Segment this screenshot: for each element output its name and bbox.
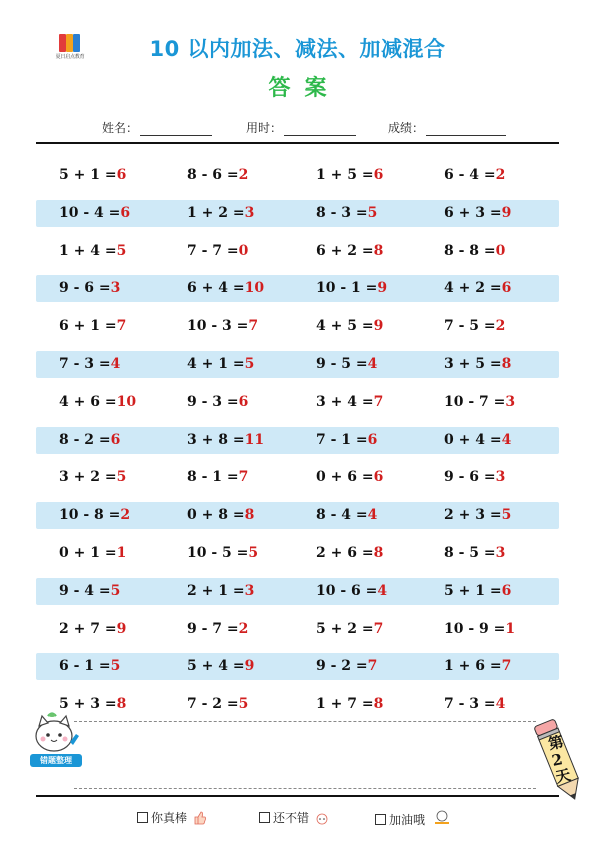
problem-cell [444, 544, 505, 562]
problem-cell [187, 317, 258, 335]
answer-text: 7 [116, 318, 127, 335]
problem-cell [59, 393, 136, 411]
problem-cell [444, 506, 511, 524]
problem-row [36, 162, 559, 189]
question-text: 6 + 4 = [187, 280, 245, 297]
problem-cell [316, 204, 377, 222]
answer-text: 8 [501, 355, 512, 372]
problem-cell [316, 431, 377, 449]
problem-cell [316, 166, 383, 184]
answer-text: 2 [120, 507, 131, 524]
problem-cell [59, 468, 126, 486]
answer-text: 6 [110, 431, 121, 448]
problem-row [36, 275, 559, 302]
question-text: 7 - 2 = [187, 696, 239, 713]
problem-cell [187, 506, 254, 524]
problem-cell [187, 657, 254, 675]
question-text: 3 + 4 = [316, 393, 374, 410]
checkbox[interactable] [137, 812, 148, 823]
problem-cell [59, 242, 126, 260]
answer-text: 7 [501, 658, 512, 675]
answer-text: 8 [116, 696, 127, 713]
question-text: 9 - 7 = [187, 620, 239, 637]
problem-row [36, 616, 559, 643]
problem-row [36, 313, 559, 340]
question-text: 7 - 5 = [444, 318, 496, 335]
problem-row [36, 427, 559, 454]
problem-row [36, 464, 559, 491]
question-text: 4 + 2 = [444, 280, 502, 297]
question-text: 9 - 4 = [59, 582, 111, 599]
problem-cell [59, 317, 126, 335]
problem-cell [59, 279, 120, 297]
question-text: 9 - 5 = [316, 355, 368, 372]
problem-cell [187, 166, 248, 184]
problem-cell [444, 279, 511, 297]
rating-option-1[interactable] [137, 809, 207, 826]
cheer-icon [431, 809, 453, 827]
question-text: 5 + 1 = [59, 167, 117, 183]
question-text: 8 - 1 = [187, 469, 239, 486]
problem-cell [187, 468, 248, 486]
time-blank[interactable] [284, 123, 356, 136]
answer-text: 5 [110, 658, 121, 675]
problem-cell [187, 620, 248, 638]
question-text: 9 - 6 = [59, 280, 111, 297]
answer-text: 8 [373, 242, 384, 259]
answer-text: 5 [367, 204, 378, 221]
name-label: 姓名： [102, 121, 139, 135]
answer-text: 4 [110, 355, 121, 372]
problem-cell [187, 355, 254, 373]
mistakes-area[interactable] [74, 721, 536, 789]
problem-cell [187, 393, 248, 411]
answer-text: 5 [116, 242, 127, 259]
answer-text: 5 [248, 544, 259, 561]
problem-row [36, 351, 559, 378]
question-text: 0 + 1 = [59, 544, 117, 561]
score-field[interactable] [388, 119, 506, 136]
question-text: 10 - 3 = [187, 318, 249, 335]
question-text: 3 + 2 = [59, 469, 117, 486]
problem-cell [59, 657, 120, 675]
question-text: 9 - 6 = [444, 469, 496, 486]
answer-text: 4 [367, 355, 378, 372]
problem-cell [444, 431, 511, 449]
answer-text: 3 [244, 582, 255, 599]
question-text: 1 + 5 = [316, 167, 374, 183]
answer-text: 3 [495, 469, 506, 486]
answer-text: 0 [495, 242, 506, 259]
problem-cell [316, 657, 377, 675]
problem-row [36, 540, 559, 567]
answer-text: 3 [244, 204, 255, 221]
question-text: 8 - 3 = [316, 204, 368, 221]
answer-text: 5 [110, 582, 121, 599]
problem-cell [444, 468, 505, 486]
question-text: 5 + 3 = [59, 696, 117, 713]
problem-cell [187, 242, 248, 260]
question-text: 8 - 6 = [187, 167, 239, 183]
answer-text: 8 [244, 507, 255, 524]
checkbox[interactable] [375, 814, 386, 825]
answer-text: 1 [116, 544, 127, 561]
answer-text: 2 [238, 167, 249, 183]
problem-cell [187, 544, 258, 562]
question-text: 7 - 3 = [59, 355, 111, 372]
question-text: 10 - 7 = [444, 393, 506, 410]
answer-text: 6 [116, 167, 127, 183]
question-text: 2 + 3 = [444, 507, 502, 524]
question-text: 10 - 9 = [444, 620, 506, 637]
question-text: 6 + 1 = [59, 318, 117, 335]
question-text: 6 - 1 = [59, 658, 111, 675]
question-text: 5 + 4 = [187, 658, 245, 675]
answer-text: 9 [377, 280, 388, 297]
top-divider [36, 142, 559, 144]
problem-row [36, 578, 559, 605]
problem-cell [187, 431, 264, 449]
problem-cell [316, 468, 383, 486]
question-text: 10 - 8 = [59, 507, 121, 524]
problem-cell [316, 695, 383, 713]
answer-text: 5 [501, 507, 512, 524]
question-text: 4 + 5 = [316, 318, 374, 335]
answer-text: 7 [373, 393, 384, 410]
rating-label-2: 还不错 [273, 811, 310, 825]
problem-cell [187, 204, 254, 222]
answer-text: 3 [110, 280, 121, 297]
problem-cell [444, 242, 505, 260]
answer-text: 7 [367, 658, 378, 675]
name-field[interactable] [102, 119, 212, 136]
score-blank[interactable] [426, 123, 506, 136]
question-text: 2 + 6 = [316, 544, 374, 561]
question-text: 1 + 6 = [444, 658, 502, 675]
answer-text: 1 [505, 620, 516, 637]
question-text: 3 + 5 = [444, 355, 502, 372]
problem-cell [59, 431, 120, 449]
answer-text: 2 [495, 167, 506, 183]
answer-text: 11 [244, 431, 265, 448]
answer-text: 0 [238, 242, 249, 259]
answer-text: 7 [238, 469, 249, 486]
answer-text: 6 [373, 469, 384, 486]
answer-text: 6 [120, 204, 131, 221]
answer-text: 6 [238, 393, 249, 410]
answer-text: 5 [238, 696, 249, 713]
answer-text: 8 [373, 544, 384, 561]
answer-text: 7 [373, 620, 384, 637]
problem-cell [316, 582, 387, 600]
question-text: 10 - 5 = [187, 544, 249, 561]
answer-text: 10 [244, 280, 265, 297]
answer-text: 9 [244, 658, 255, 675]
problem-cell [59, 582, 120, 600]
question-text: 8 - 4 = [316, 507, 368, 524]
answer-text: 9 [501, 204, 512, 221]
answer-text: 9 [116, 620, 127, 637]
problem-row [36, 653, 559, 680]
answer-text: 6 [501, 280, 512, 297]
question-text: 0 + 6 = [316, 469, 374, 486]
answer-text: 2 [495, 318, 506, 335]
question-text: 0 + 4 = [444, 431, 502, 448]
problem-cell [187, 582, 254, 600]
answer-text: 10 [116, 393, 137, 410]
problem-cell [187, 695, 248, 713]
problem-row [36, 238, 559, 265]
problem-cell [444, 657, 511, 675]
question-text: 5 + 2 = [316, 620, 374, 637]
answer-text: 9 [373, 318, 384, 335]
question-text: 10 - 4 = [59, 204, 121, 221]
name-blank[interactable] [140, 123, 212, 136]
problem-cell [59, 166, 126, 184]
answer-text: 4 [495, 696, 506, 713]
question-text: 2 + 7 = [59, 620, 117, 637]
answer-text: 6 [501, 582, 512, 599]
question-text: 6 + 2 = [316, 242, 374, 259]
problem-cell [444, 620, 515, 638]
question-text: 1 + 7 = [316, 696, 374, 713]
problem-grid [36, 162, 559, 729]
answer-text: 4 [377, 582, 388, 599]
logo-caption: 夏日启点教育 [55, 54, 85, 60]
question-text: 8 - 5 = [444, 544, 496, 561]
problem-cell [444, 695, 505, 713]
bottom-divider [36, 795, 559, 797]
question-text: 7 - 7 = [187, 242, 239, 259]
question-text: 2 + 1 = [187, 582, 245, 599]
answer-text: 7 [248, 318, 259, 335]
rating-option-2[interactable] [259, 809, 329, 826]
question-text: 10 - 1 = [316, 280, 378, 297]
problem-cell [444, 204, 511, 222]
page-subtitle: 答案 [268, 76, 341, 101]
problem-cell [59, 620, 126, 638]
day-badge-text: 第2天 [546, 732, 573, 787]
time-label: 用时： [246, 121, 283, 135]
thumbs-up-icon [193, 811, 207, 825]
answer-text: 6 [373, 167, 384, 183]
answer-text: 3 [505, 393, 516, 410]
question-text: 4 + 1 = [187, 355, 245, 372]
problem-cell [59, 355, 120, 373]
problem-cell [316, 279, 387, 297]
time-field[interactable] [246, 119, 356, 136]
problem-row [36, 691, 559, 718]
question-text: 7 - 3 = [444, 696, 496, 713]
problem-row [36, 200, 559, 227]
problem-cell [316, 355, 377, 373]
answer-text: 8 [373, 696, 384, 713]
problem-cell [59, 695, 126, 713]
question-text: 1 + 4 = [59, 242, 117, 259]
problem-cell [187, 279, 264, 297]
problem-row [36, 389, 559, 416]
question-text: 6 + 3 = [444, 204, 502, 221]
question-text: 5 + 1 = [444, 582, 502, 599]
answer-text: 4 [501, 431, 512, 448]
question-text: 9 - 3 = [187, 393, 239, 410]
question-text: 9 - 2 = [316, 658, 368, 675]
problem-cell [316, 393, 383, 411]
answer-text: 6 [367, 431, 378, 448]
problem-cell [316, 242, 383, 260]
answer-text: 5 [116, 469, 127, 486]
problem-cell [444, 582, 511, 600]
question-text: 6 - 4 = [444, 167, 496, 183]
problem-cell [444, 393, 515, 411]
question-text: 7 - 1 = [316, 431, 368, 448]
question-text: 10 - 6 = [316, 582, 378, 599]
page-title: 10 以内加法、减法、加减混合 [149, 37, 446, 61]
question-text: 3 + 8 = [187, 431, 245, 448]
answer-text: 2 [238, 620, 249, 637]
problem-cell [444, 166, 505, 184]
problem-cell [316, 317, 383, 335]
problem-cell [444, 317, 505, 335]
answer-text: 3 [495, 544, 506, 561]
answer-text: 4 [367, 507, 378, 524]
question-text: 1 + 2 = [187, 204, 245, 221]
rating-label-1: 你真棒 [151, 811, 188, 825]
problem-cell [316, 544, 383, 562]
mistakes-label: 错题整理 [30, 754, 82, 767]
rating-label-3: 加油哦 [389, 813, 426, 827]
problem-cell [444, 355, 511, 373]
problem-cell [59, 544, 126, 562]
problem-cell [316, 506, 377, 524]
score-label: 成绩： [388, 121, 425, 135]
checkbox[interactable] [259, 812, 270, 823]
rating-option-3[interactable] [375, 809, 453, 828]
question-text: 0 + 8 = [187, 507, 245, 524]
question-text: 8 - 8 = [444, 242, 496, 259]
answer-text: 5 [244, 355, 255, 372]
question-text: 8 - 2 = [59, 431, 111, 448]
question-text: 4 + 6 = [59, 393, 117, 410]
problem-cell [316, 620, 383, 638]
problem-cell [59, 506, 130, 524]
problem-cell [59, 204, 130, 222]
cat-face-icon [315, 811, 329, 825]
problem-row [36, 502, 559, 529]
